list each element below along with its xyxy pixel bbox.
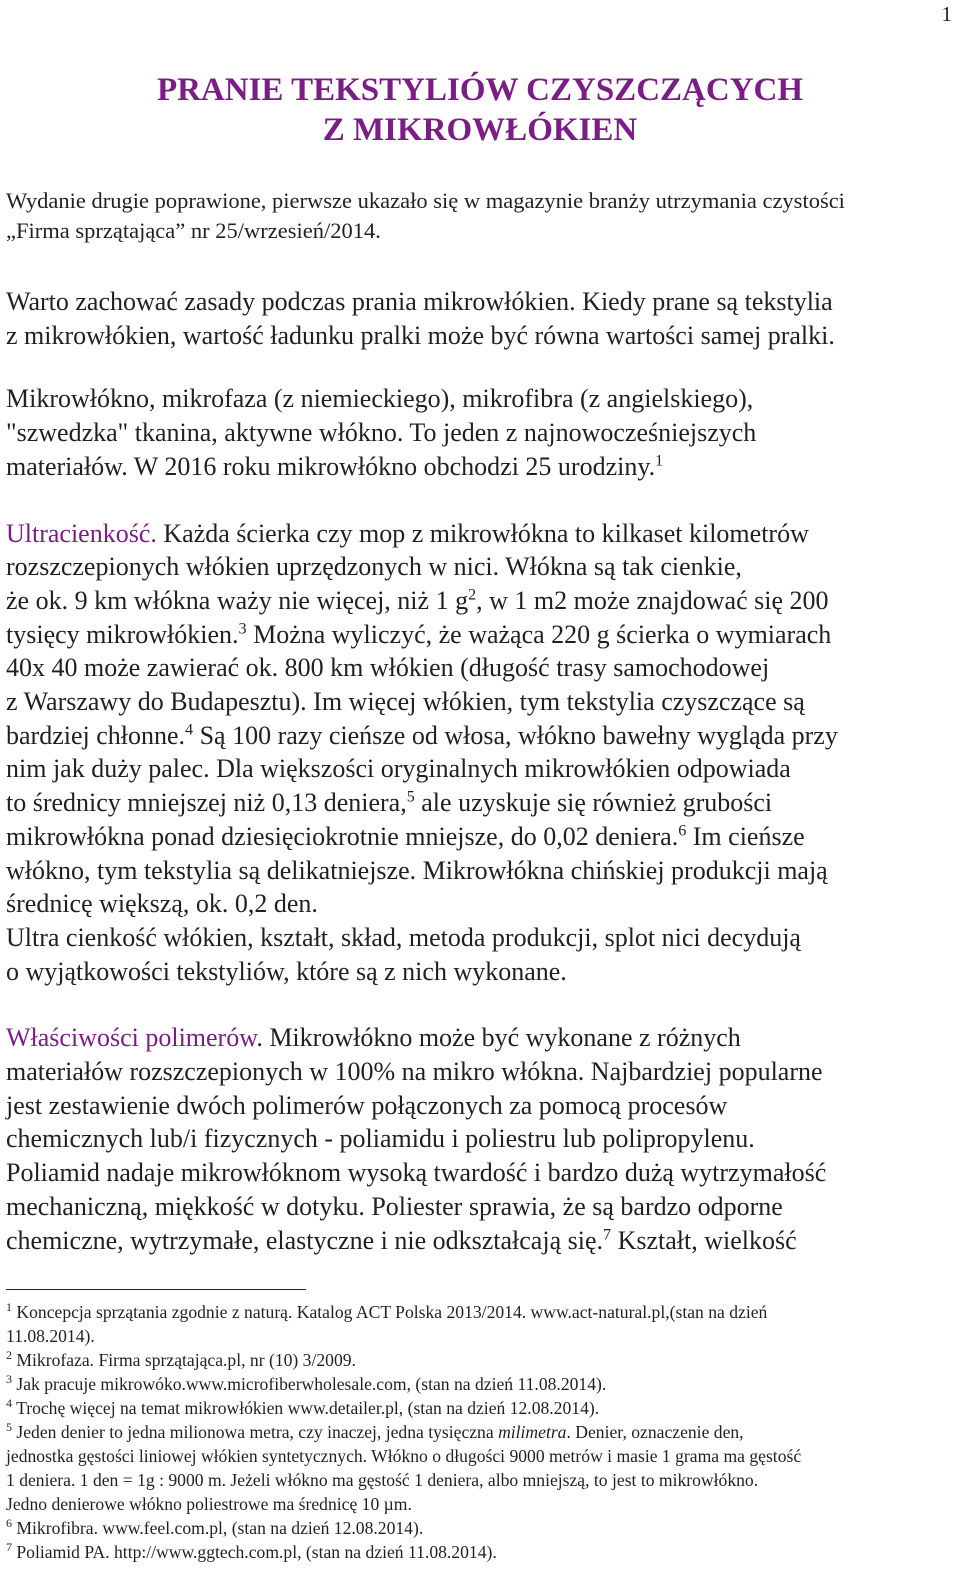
section-heading-polymers: Właściwości polimerów bbox=[6, 1023, 257, 1053]
document-body bbox=[6, 285, 956, 1257]
page-number: 1 bbox=[941, 2, 952, 26]
document-title bbox=[0, 70, 960, 150]
footnote-7: $^7$ Poliamid PA. http://www.ggtech.com.pl, (stan na dzień 11.08.2014). bbox=[6, 1540, 497, 1562]
section-heading-ultrathin: Ultracienkość. bbox=[6, 518, 157, 548]
edition-line-1: Wydanie drugie poprawione, pierwsze ukazało się w magazynie branży utrzymania czystości bbox=[6, 188, 845, 213]
footnote-ref-5[interactable]: 5 bbox=[406, 788, 415, 806]
edition-line-2: „Firma sprzątająca” nr 25/wrzesień/2014. bbox=[6, 218, 381, 243]
footnote-6: $^6$ Mikrofibra. www.feel.com.pl, (stan na dzień 12.08.2014). bbox=[6, 1516, 424, 1538]
edition-note bbox=[6, 186, 956, 246]
footnote-ref-1[interactable]: 1 bbox=[655, 452, 664, 470]
footnote-ref-3[interactable]: 3 bbox=[238, 619, 247, 637]
footnote-separator bbox=[6, 1289, 306, 1290]
footnote-4: $^4$ Trochę więcej na temat mikrowłókien www.detailer.pl, (stan na dzień 12.08.2014). bbox=[6, 1396, 600, 1418]
paragraph-intro: Warto zachować zasady podczas prania mikrowłókien. Kiedy prane są tekstylia z mikrowłókien, wartość ładunku pralki może być równa wartości samej pralki. bbox=[6, 287, 835, 350]
footnote-ref-6[interactable]: 6 bbox=[678, 822, 687, 840]
title-line-1: PRANIE TEKSTYLIÓW CZYSZCZĄCYCH bbox=[156, 72, 804, 108]
footnote-2: $^2$ Mikrofaza. Firma sprzątająca.pl, nr (10) 3/2009. bbox=[6, 1348, 356, 1370]
footnote-5: $^5$ Jeden denier to jedna milionowa metra, czy inaczej, jedna tysięczna milimetra. Denier, oznaczenie den, jednostka gęstości liniowej włókien syntetycznych. Włókno o długości 9000 metrów i masie 1 grama ma gęstość 1 deniera. 1 den = 1g : 9000 m. Jeżeli włókno ma gęstość 1 deniera, albo mniejszą, to jest to mikrowłókno. Jedno denierowe włókno poliestrowe ma średnicę 10 µm. bbox=[6, 1420, 802, 1514]
footnote-ref-4[interactable]: 4 bbox=[185, 721, 194, 739]
footnote-3: $^3$ Jak pracuje mikrowóko.www.microfiberwholesale.com, (stan na dzień 11.08.2014). bbox=[6, 1372, 607, 1394]
footnote-ref-7[interactable]: 7 bbox=[603, 1225, 612, 1243]
title-line-2: Z MIKROWŁÓKIEN bbox=[322, 112, 638, 148]
footnote-1: $^1$ Koncepcja sprzątania zgodnie z naturą. Katalog ACT Polska 2013/2014. www.act-natural.pl,(stan na dzień 11.08.2014). bbox=[6, 1300, 768, 1346]
paragraph-ultrathin: Ultracienkość. Każda ścierka czy mop z mikrowłókna to kilkaset kilometrów rozszczepionych włókien uprzędzonych w nici. Włókna są tak cienkie, że ok. 9 km włókna waży nie więcej, niż 1 $g^2$, w 1 m2 może znajdować się 200 tysięcy mikrowłókien.$^3$ Można wyliczyć, że ważąca 220 g ścierka o wymiarach 40x 40 może zawierać ok. 800 km włókien (długość trasy samochodowej z Warszawy do Budapesztu). Im więcej włókien, tym tekstylia czyszczące są bardziej chłonne.$^4$ Są 100 razy cieńsze od włosa, włókno bawełny wygląda przy nim jak duży palec. Dla większości oryginalnych mikrowłókien odpowiada to średnicy mniejszej niż 0,13 deniera,$^5$ ale uzyskuje się również grubości mikrowłókna ponad dziesięciokrotnie mniejsze, do 0,02 deniera.$^6$ Im cieńsze włókno, tym tekstylia są delikatniejsze. Mikrowłókna chińskiej produkcji mają średnicę większą, ok. 0,2 den. Ultra cienkość włókien, kształt, skład, metoda produkcji, splot nici decydują o wyjątkowości tekstyliów, które są z nich wykonane. bbox=[6, 518, 838, 986]
paragraph-polymers: Właściwości polimerów. Mikrowłókno może być wykonane z różnych materiałów rozszczepionych w 100% na mikro włókna. Najbardziej popularne jest zestawienie dwóch polimerów połączonych za pomocą procesów chemicznych lub/i fizycznych - poliamidu i poliestru lub polipropylenu. Poliamid nadaje mikrowłóknom wysoką twardość i bardzo dużą wytrzymałość mechaniczną, miękkość w dotyku. Poliester sprawia, że są bardzo odporne chemiczne, wytrzymałe, elastyczne i nie odkształcają się.$^7$ Kształt, wielkość bbox=[6, 1023, 827, 1255]
footnotes bbox=[6, 1300, 956, 1564]
footnote-ref-2[interactable]: 2 bbox=[468, 586, 477, 604]
paragraph-definition: Mikrowłókno, mikrofaza (z niemieckiego), mikrofibra (z angielskiego), "szwedzka" tkanina, aktywne włókno. To jeden z najnowocześniejszych materiałów. W 2016 roku mikrowłókno obchodzi 25 urodziny.$^1$ bbox=[6, 384, 757, 481]
